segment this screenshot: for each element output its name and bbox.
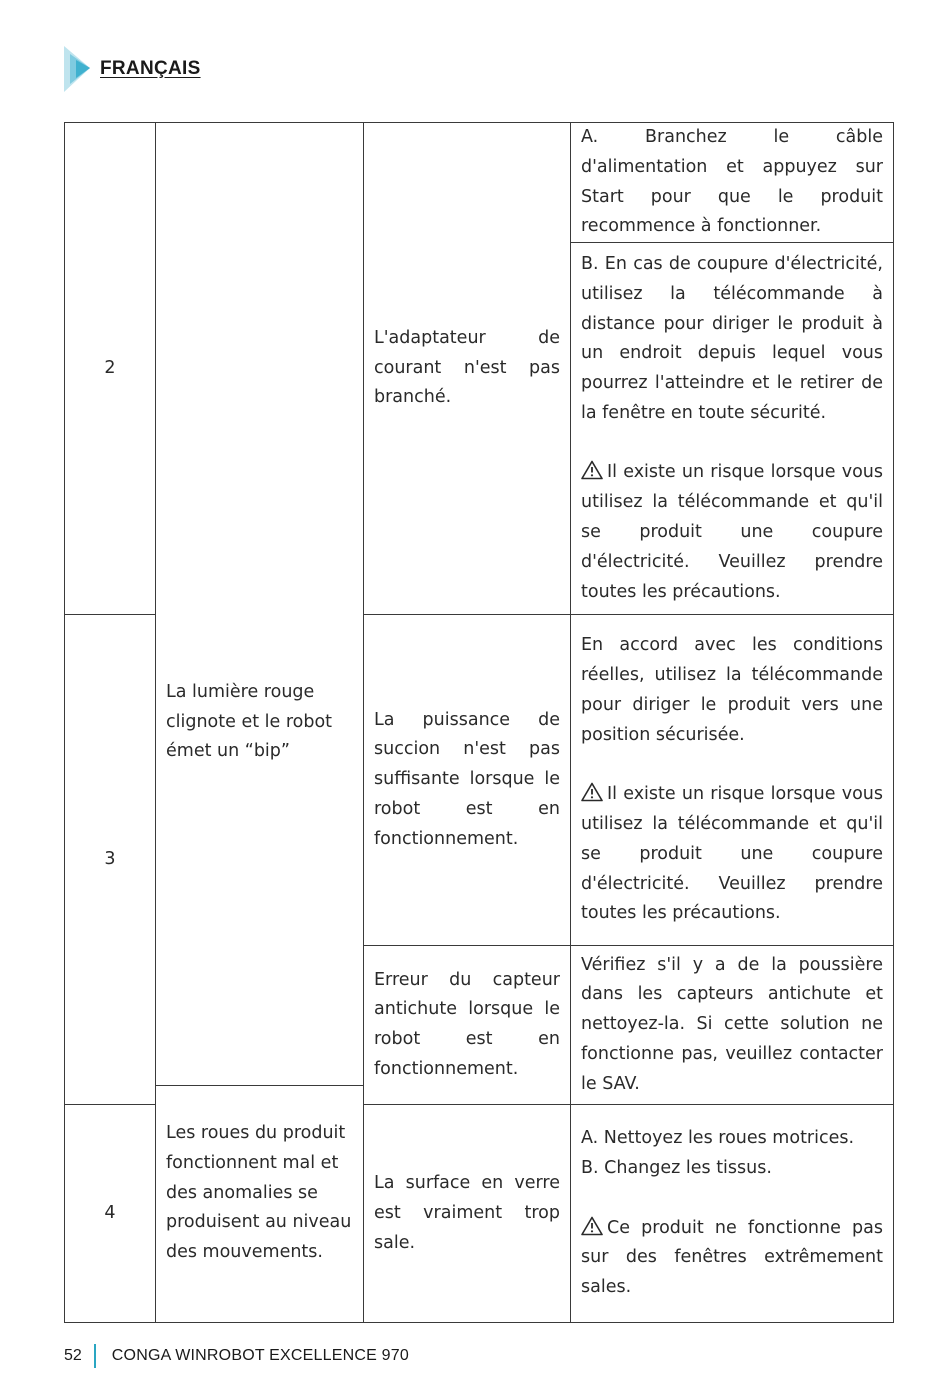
- cause-text: La puissance de succion n'est pas suffisante lorsque le robot est en fonctionnement.: [374, 709, 560, 849]
- solution-text: En accord avec les conditions réelles, utilisez la télécommande pour diriger le produit vers une position sécurisée.: [581, 635, 883, 745]
- solution-text: B. En cas de coupure d'électricité, utilisez la télécommande à distance pour diriger le produit à un endroit depuis lequel vous pourrez l'atteindre et le retirer de la fenêtre en toute sécurité.: [581, 253, 883, 423]
- warning-text: Il existe un risque lorsque vous utilisez la télécommande et qu'il se produit une coupure d'électricité. Veuillez prendre toutes les précautions.: [581, 462, 883, 602]
- solution-text: A. Nettoyez les roues motrices.: [581, 1128, 855, 1149]
- page-footer: [64, 1344, 409, 1368]
- language-heading: FRANÇAIS: [100, 58, 201, 79]
- cause-cell: [364, 946, 571, 1105]
- problem-text-row4: [156, 1085, 363, 1301]
- cause-cell: [364, 1105, 571, 1323]
- solution-cell: [571, 123, 894, 243]
- page-number: 52: [64, 1347, 82, 1364]
- cause-text: Erreur du capteur antichute lorsque le robot est en fonctionnement.: [374, 969, 560, 1079]
- warning-note: [581, 780, 883, 929]
- warning-text: Il existe un risque lorsque vous utilisez la télécommande et qu'il se produit une coupure d'électricité. Veuillez prendre toutes les précautions.: [581, 784, 883, 924]
- row-number: 4: [65, 1105, 156, 1323]
- warning-triangle-icon: [581, 1216, 603, 1236]
- solution-cell: [571, 1105, 894, 1323]
- cause-text: L'adaptateur de courant n'est pas branché.: [374, 327, 560, 408]
- solution-text: B. Changez les tissus.: [581, 1158, 772, 1179]
- footer-divider: [94, 1344, 96, 1368]
- warning-triangle-icon: [581, 782, 603, 802]
- solution-cell: [571, 946, 894, 1105]
- row-number: 3: [65, 615, 156, 1105]
- cause-text: La surface en verre est vraiment trop sale.: [374, 1172, 560, 1253]
- solution-text: A. Branchez le câble d'alimentation et appuyez sur Start pour que le produit recommence à fonctionner.: [581, 127, 883, 237]
- product-title: CONGA WINROBOT EXCELLENCE 970: [111, 1347, 409, 1364]
- cause-cell: [364, 615, 571, 946]
- warning-triangle-icon: [581, 460, 603, 480]
- warning-text: Ce produit ne fonctionne pas sur des fenêtres extrêmement sales.: [581, 1217, 883, 1298]
- warning-note: [581, 458, 883, 607]
- solution-cell: [571, 615, 894, 946]
- problem-text: La lumière rouge clignote et le robot émet un “bip”: [166, 681, 333, 762]
- solution-cell: [571, 243, 894, 615]
- problem-text: Les roues du produit fonctionnent mal et des anomalies se produisent au niveau des mouvements.: [166, 1123, 352, 1263]
- cause-cell: [364, 123, 571, 615]
- warning-note: [581, 1214, 883, 1303]
- brand-chevron-logo: [62, 46, 92, 92]
- row-number: 2: [65, 123, 156, 615]
- solution-text: Vérifiez s'il y a de la poussière dans les capteurs antichute et nettoyez-la. Si cette solution ne fonctionne pas, veuillez contacter le SAV.: [581, 954, 883, 1094]
